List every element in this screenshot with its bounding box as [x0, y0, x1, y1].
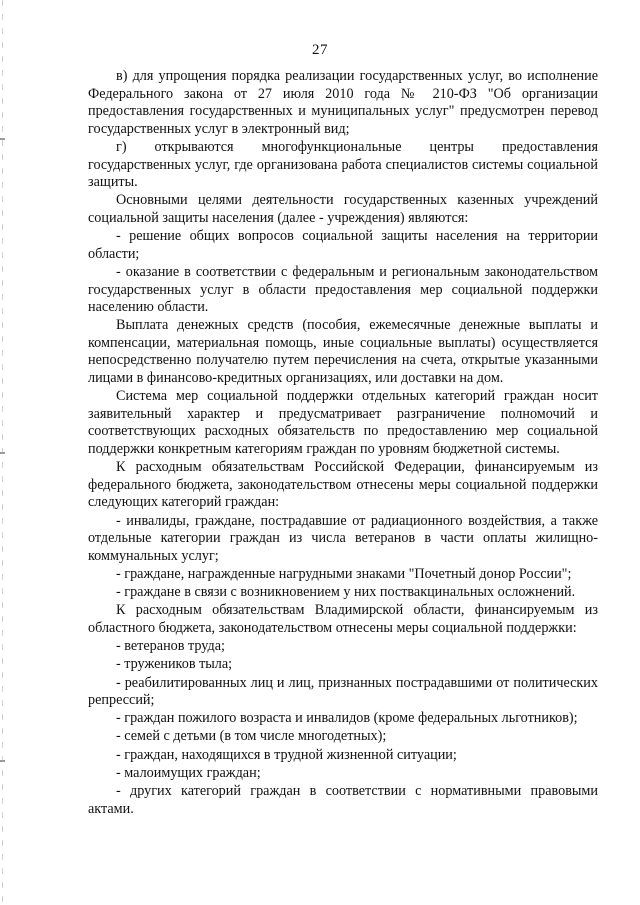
paragraph: Основными целями деятельности государственных казенных учреждений социальной защиты населения (далее - учреждения) являются: [88, 192, 598, 226]
list-item: - решение общих вопросов социальной защиты населения на территории области; [88, 228, 598, 262]
list-item: - граждан пожилого возраста и инвалидов (кроме федеральных льготников); [116, 710, 578, 727]
list-item: - семей с детьми (в том числе многодетных); [116, 728, 387, 745]
list-item: - других категорий граждан в соответствии с нормативными правовыми актами. [88, 783, 598, 817]
list-item: - граждане, награжденные нагрудными знаками "Почетный донор России"; [116, 565, 572, 582]
list-item: - граждане в связи с возникновением у них поствакцинальных осложнений. [116, 584, 576, 601]
list-item: - малоимущих граждан; [116, 764, 261, 781]
paragraph: Система мер социальной поддержки отдельных категорий граждан носит заявительный характер и предусматривает разграничение полномочий и соответствующих расходных обязательств по предоставлению мер социальной поддержки конкретным категориям граждан по уровням бюджетной системы. [88, 388, 598, 458]
list-item: - тружеников тыла; [116, 656, 233, 673]
paragraph: в) для упрощения порядка реализации государственных услуг, во исполнение Федерального закона от 27 июля 2010 года № 210-ФЗ "Об организации предоставления государственных и муниципальных услуг" предусмотрен перевод государственных услуг в электронный вид; [88, 68, 598, 137]
list-item: - инвалиды, граждане, пострадавшие от радиационного воздействия, а также отдельные категории граждан из числа ветеранов в части оплаты жилищно-коммунальных услуг; [88, 512, 598, 564]
paragraph: Выплата денежных средств (пособия, ежемесячные денежные выплаты и компенсации, материальная помощь, иные социальные выплаты) осуществляется непосредственно получателю путем перечисления на счета, открытые указанными лицами в финансово-кредитных организациях, или доставки на дом. [88, 317, 598, 387]
paragraph: К расходным обязательствам Российской Федерации, финансируемым из федерального бюджета, законодательством отнесены меры социальной поддержки следующих категорий граждан: [88, 459, 598, 511]
scan-mark [0, 452, 5, 454]
paragraph: г) открываются многофункциональные центры предоставления государственных услуг, где организована работа специалистов системы социальной защиты. [88, 138, 598, 191]
list-item: - оказание в соответствии с федеральным и региональным законодательством государственных услуг в области предоставления мер социальной поддержки населению области. [88, 263, 598, 316]
scan-mark [0, 138, 5, 140]
scan-mark [0, 760, 5, 762]
list-item: - реабилитированных лиц и лиц, признанных пострадавшими от политических репрессий; [88, 674, 598, 709]
paragraph: К расходным обязательствам Владимирской области, финансируемым из областного бюджета, законодательством отнесены меры социальной поддержки: [88, 602, 598, 636]
page-number: 27 [312, 42, 328, 58]
list-item: - ветеранов труда; [116, 638, 225, 655]
list-item: - граждан, находящихся в трудной жизненной ситуации; [116, 746, 457, 763]
document-body [88, 68, 598, 819]
